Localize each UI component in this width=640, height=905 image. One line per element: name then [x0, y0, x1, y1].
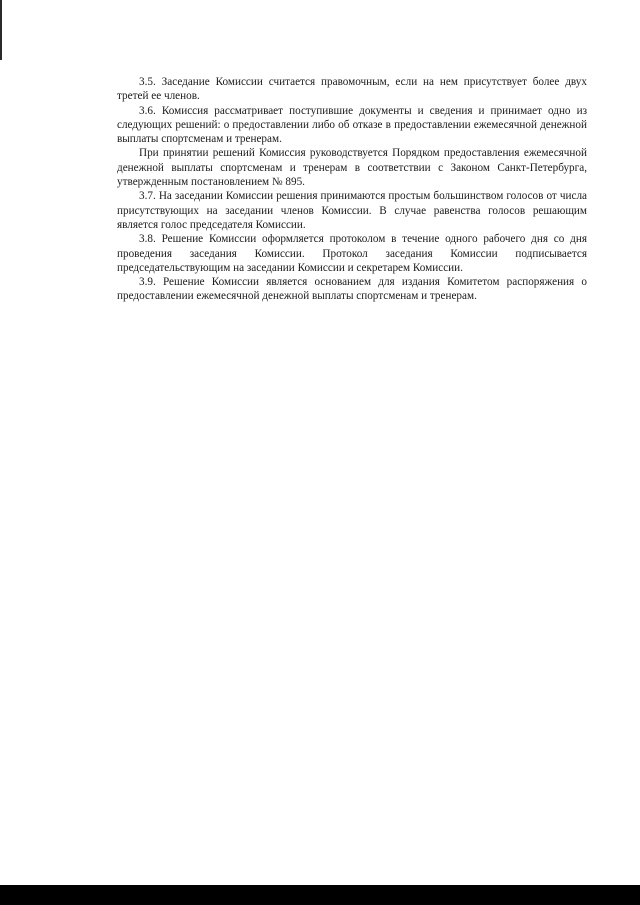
paragraph-3-6: 3.6. Комиссия рассматривает поступившие документы и сведения и принимает одно из следующих решений: о предоставлении либо об отказе в предоставлении ежемесячной денежной выплаты спортсменам и тренерам.: [117, 104, 587, 146]
paragraph-3-8: 3.8. Решение Комиссии оформляется протоколом в течение одного рабочего дня со дня проведения заседания Комиссии. Протокол заседания Комиссии подписывается председательствующим на заседании Комиссии и секретарем Комиссии.: [117, 233, 587, 274]
paragraph-3-5: 3.5. Заседание Комиссии считается правомочным, если на нем присутствует более двух третей ее членов.: [117, 76, 587, 103]
paragraph-3-6-procedure: При принятии решений Комиссия руководствуется Порядком предоставления ежемесячной денежной выплаты спортсменам и тренерам в соответствии с Законом Санкт-Петербурга, утвержденным постановлением № 895.: [117, 147, 587, 189]
paragraph-3-9: 3.9. Решение Комиссии является основанием для издания Комитетом распоряжения о предоставлении ежемесячной денежной выплаты спортсменам и тренерам.: [117, 276, 587, 303]
document-body: [117, 75, 587, 304]
paragraph-3-7: 3.7. На заседании Комиссии решения принимаются простым большинством голосов от числа присутствующих на заседании членов Комиссии. В случае равенства голосов решающим является голос председателя Комиссии.: [117, 190, 587, 231]
scan-bottom-border: [0, 885, 640, 905]
scan-edge-mark: [0, 0, 2, 60]
